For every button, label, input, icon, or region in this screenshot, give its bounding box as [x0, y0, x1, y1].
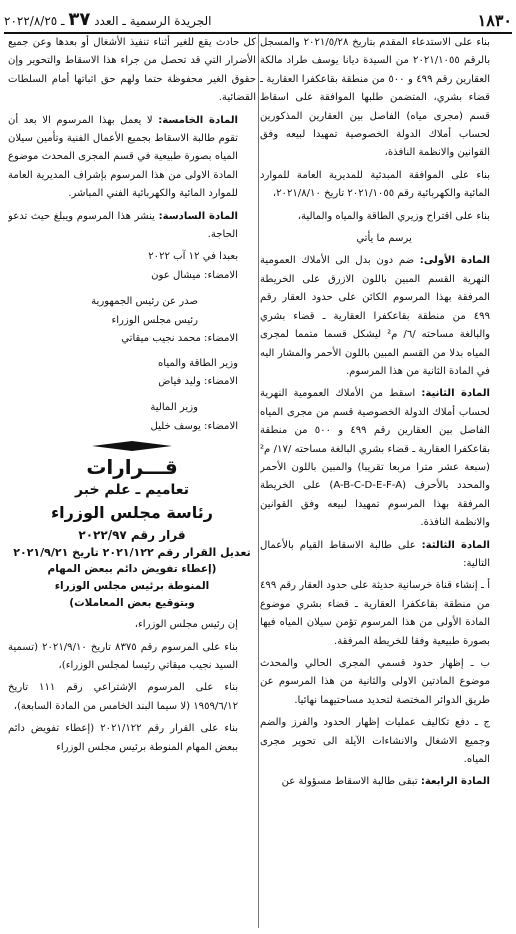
decision-subject: وبتوقيع بعض المعاملات)	[69, 597, 195, 610]
signatory-title: وزير المالية	[150, 402, 198, 414]
signatory-title: وزير الطاقة والمياه	[157, 357, 238, 369]
page-header	[4, 4, 512, 34]
article-label: المادة الرابعة:	[420, 776, 490, 788]
decision-subject: (إعطاء تفويض دائم ببعض المهام	[47, 563, 217, 576]
paragraph: بناء على المرسوم الإشتراعي رقم ١١١ تاريخ ١٩٥٩/٦/١٢ (لا سيما البند الخامس من المادة السابعة)،	[8, 682, 239, 712]
authority-heading: رئاسة مجلس الوزراء	[51, 503, 213, 523]
section-subtitle: تعاميم ـ علم خبر	[75, 482, 189, 499]
section-title: قـــرارات	[86, 455, 178, 480]
list-item: أ ـ إنشاء قناة خرسانية حديثة على حدود العقار رقم ٤٩٩ من منطقة بقاعكفرا العقارية ـ قضاء بشري موضوع المادة الأولى من هذا المرسوم تؤمن سيلان المياه فيها بصورة طبيعية وفقا للخريطة المرفقة.	[260, 580, 490, 647]
article-text: ينشر هذا المرسوم ويبلغ حيث تدعو الحاجة.	[8, 210, 238, 241]
column-divider	[258, 34, 259, 928]
list-item: ج ـ دفع تكاليف عمليات إظهار الحدود والفرز والضم وجميع الاشغال والانشاءات الآيلة الى تحوير مجرى المياه.	[260, 717, 490, 766]
signature: الامضاء: يوسف خليل	[150, 420, 238, 432]
right-column	[260, 34, 508, 928]
article-3	[260, 537, 508, 574]
decision-number: قرار رقم ٢٠٢٢/٩٧	[78, 528, 186, 543]
paragraph: بناء على اقتراح وزيري الطاقة والمياه والمالية،	[297, 210, 490, 222]
date-line: بعبدا في ١٢ آب ٢٠٢٢	[148, 251, 238, 263]
running-head-date: ـ ٢٠٢٢/٨/٢٥	[4, 14, 65, 28]
signatory-title: صدر عن رئيس الجمهورية	[91, 296, 198, 308]
issue-number: ٣٧	[68, 9, 91, 30]
signatory-title: رئيس مجلس الوزراء	[111, 314, 198, 326]
paragraph: بناء على الاستدعاء المقدم بتاريخ ٢٠٢١/٥/٢٨ والمسجل بالرقم ٢٠٢١/١٠٥٥ من السيدة ديانا يوسف طراد مالكة العقارين رقم ٤٩٩ و ٥٠٠ من منطقة بقاعكفرا العقارية ـ قضاء بشري، المتضمن طلبها الموافقة على اسقاط قسم (مجرى مياه) الفاصل بين العقارين المذكورين لحساب أملاك الدولة الخصوصية تمهيدا لبيعه وفق القوانين والانظمة النافذة،	[260, 37, 491, 159]
article-text: ضم دون بدل الى الأملاك العمومية النهرية القسم المبين باللون الازرق على الخريطة المرفقة بهذا المرسوم الكائن على حدود العقار رقم ٤٩٩ من منطقة بقاعكفرا العقارية ـ قضاء بشري والبالغة مساحته /٦/ م² ليشكل قسما متمما لمجرى المياه بدلا من القسم المبين باللون الأحمر والمشار اليه في المادة الثانية من هذا المرسوم.	[260, 255, 491, 377]
left-column	[8, 34, 256, 928]
ornament-divider	[92, 440, 172, 452]
page-number: ١٨٣٠	[477, 11, 512, 30]
article-label: المادة الخامسة:	[158, 114, 238, 126]
article-text: على طالبة الاسقاط القيام بالأعمال التالية:	[260, 539, 490, 569]
running-head-prefix: الجريدة الرسمية ـ العدد	[94, 14, 212, 28]
article-4	[260, 773, 508, 791]
article-text: اسقط من الأملاك العمومية النهرية لحساب أملاك الدولة الخصوصية قسم من مجرى المياه الفاصل بين العقارين رقم ٤٩٩ و ٥٠٠ من منطقة بقاعكفرا العقارية ـ قضاء بشري البالغة مساحته /١٧/ م² (سبعة عشر مترا مربعا تقريبا) والمبين باللون الأحمر والمحدد بالأحرف (A-B-C-D-E-F-A) على الخريطة المرفقة بهذا المرسوم تمهيدا لبيعه وفق القوانين والانظمة النافذة.	[260, 388, 490, 529]
paragraph: بناء على المرسوم رقم ٨٣٧٥ تاريخ ٢٠٢١/٩/١٠ (تسمية السيد نجيب ميقاتي رئيسا لمجلس الوزراء)،	[8, 641, 238, 671]
article-text: لا يعمل بهذا المرسوم الا بعد أن تقوم طالبة الاسقاط بجميع الأعمال الفنية وتأمين سيلان المياه بصورة طبيعية في قسم المجرى المحدث موضوع المادة الاولى من هذا المرسوم بإشراف المديرية العامة للموارد المائية والكهربائية الفني المباشر.	[8, 114, 238, 200]
article-1	[260, 252, 508, 381]
article-text: تبقى طالبة الاسقاط مسؤولة عن	[281, 776, 418, 788]
article-label: المادة الثالثة:	[421, 539, 490, 551]
article-label: المادة الثانية:	[421, 388, 490, 400]
article-5	[8, 112, 256, 204]
paragraph: إن رئيس مجلس الوزراء،	[134, 619, 238, 631]
article-label: المادة الأولى:	[419, 255, 490, 267]
article-2	[260, 385, 508, 532]
list-item: ب ـ إظهار حدود قسمي المجرى الحالي والمحدث موضوع المادتين الاولى والثانية من هذا المرسوم عن طريق الدوائر المختصة لتحديد مساحتيهما نهائيا.	[260, 658, 490, 706]
signature: الامضاء: ميشال عون	[151, 269, 238, 281]
article-label: المادة السادسة:	[158, 210, 238, 222]
signature: الامضاء: محمد نجيب ميقاتي	[121, 333, 238, 345]
signature: الامضاء: وليد فياض	[158, 375, 238, 387]
decree-formula: يرسم ما يأتي	[356, 233, 412, 245]
article-6	[8, 208, 256, 245]
decision-subject: المنوطة برئيس مجلس الوزراء	[54, 580, 210, 593]
running-head	[4, 9, 212, 30]
paragraph: بناء على الموافقة المبدئية للمديرية العامة للموارد المائية والكهربائية رقم ٢٠٢١/١٠٥٥ تاريخ ٢٠٢١/٨/١٠،	[260, 169, 490, 200]
paragraph: كل حادث يقع للغير أثناء تنفيذ الأشغال أو بعدها وعن جميع الأضرار التي قد تحصل من جراء هذا الاسقاط والتحوير وإن حقوق الغير محفوظة حتما ولهم حق اثباتها أمام السلطات القضائية.	[8, 37, 256, 104]
decision-subject: تعديل القرار رقم ٢٠٢١/١٢٢ تاريخ ٢٠٢١/٩/٢١	[13, 546, 251, 560]
paragraph: بناء على القرار رقم ٢٠٢١/١٢٢ (إعطاء تفويض دائم ببعض المهام المنوطة برئيس مجلس الوزراء	[8, 723, 238, 753]
